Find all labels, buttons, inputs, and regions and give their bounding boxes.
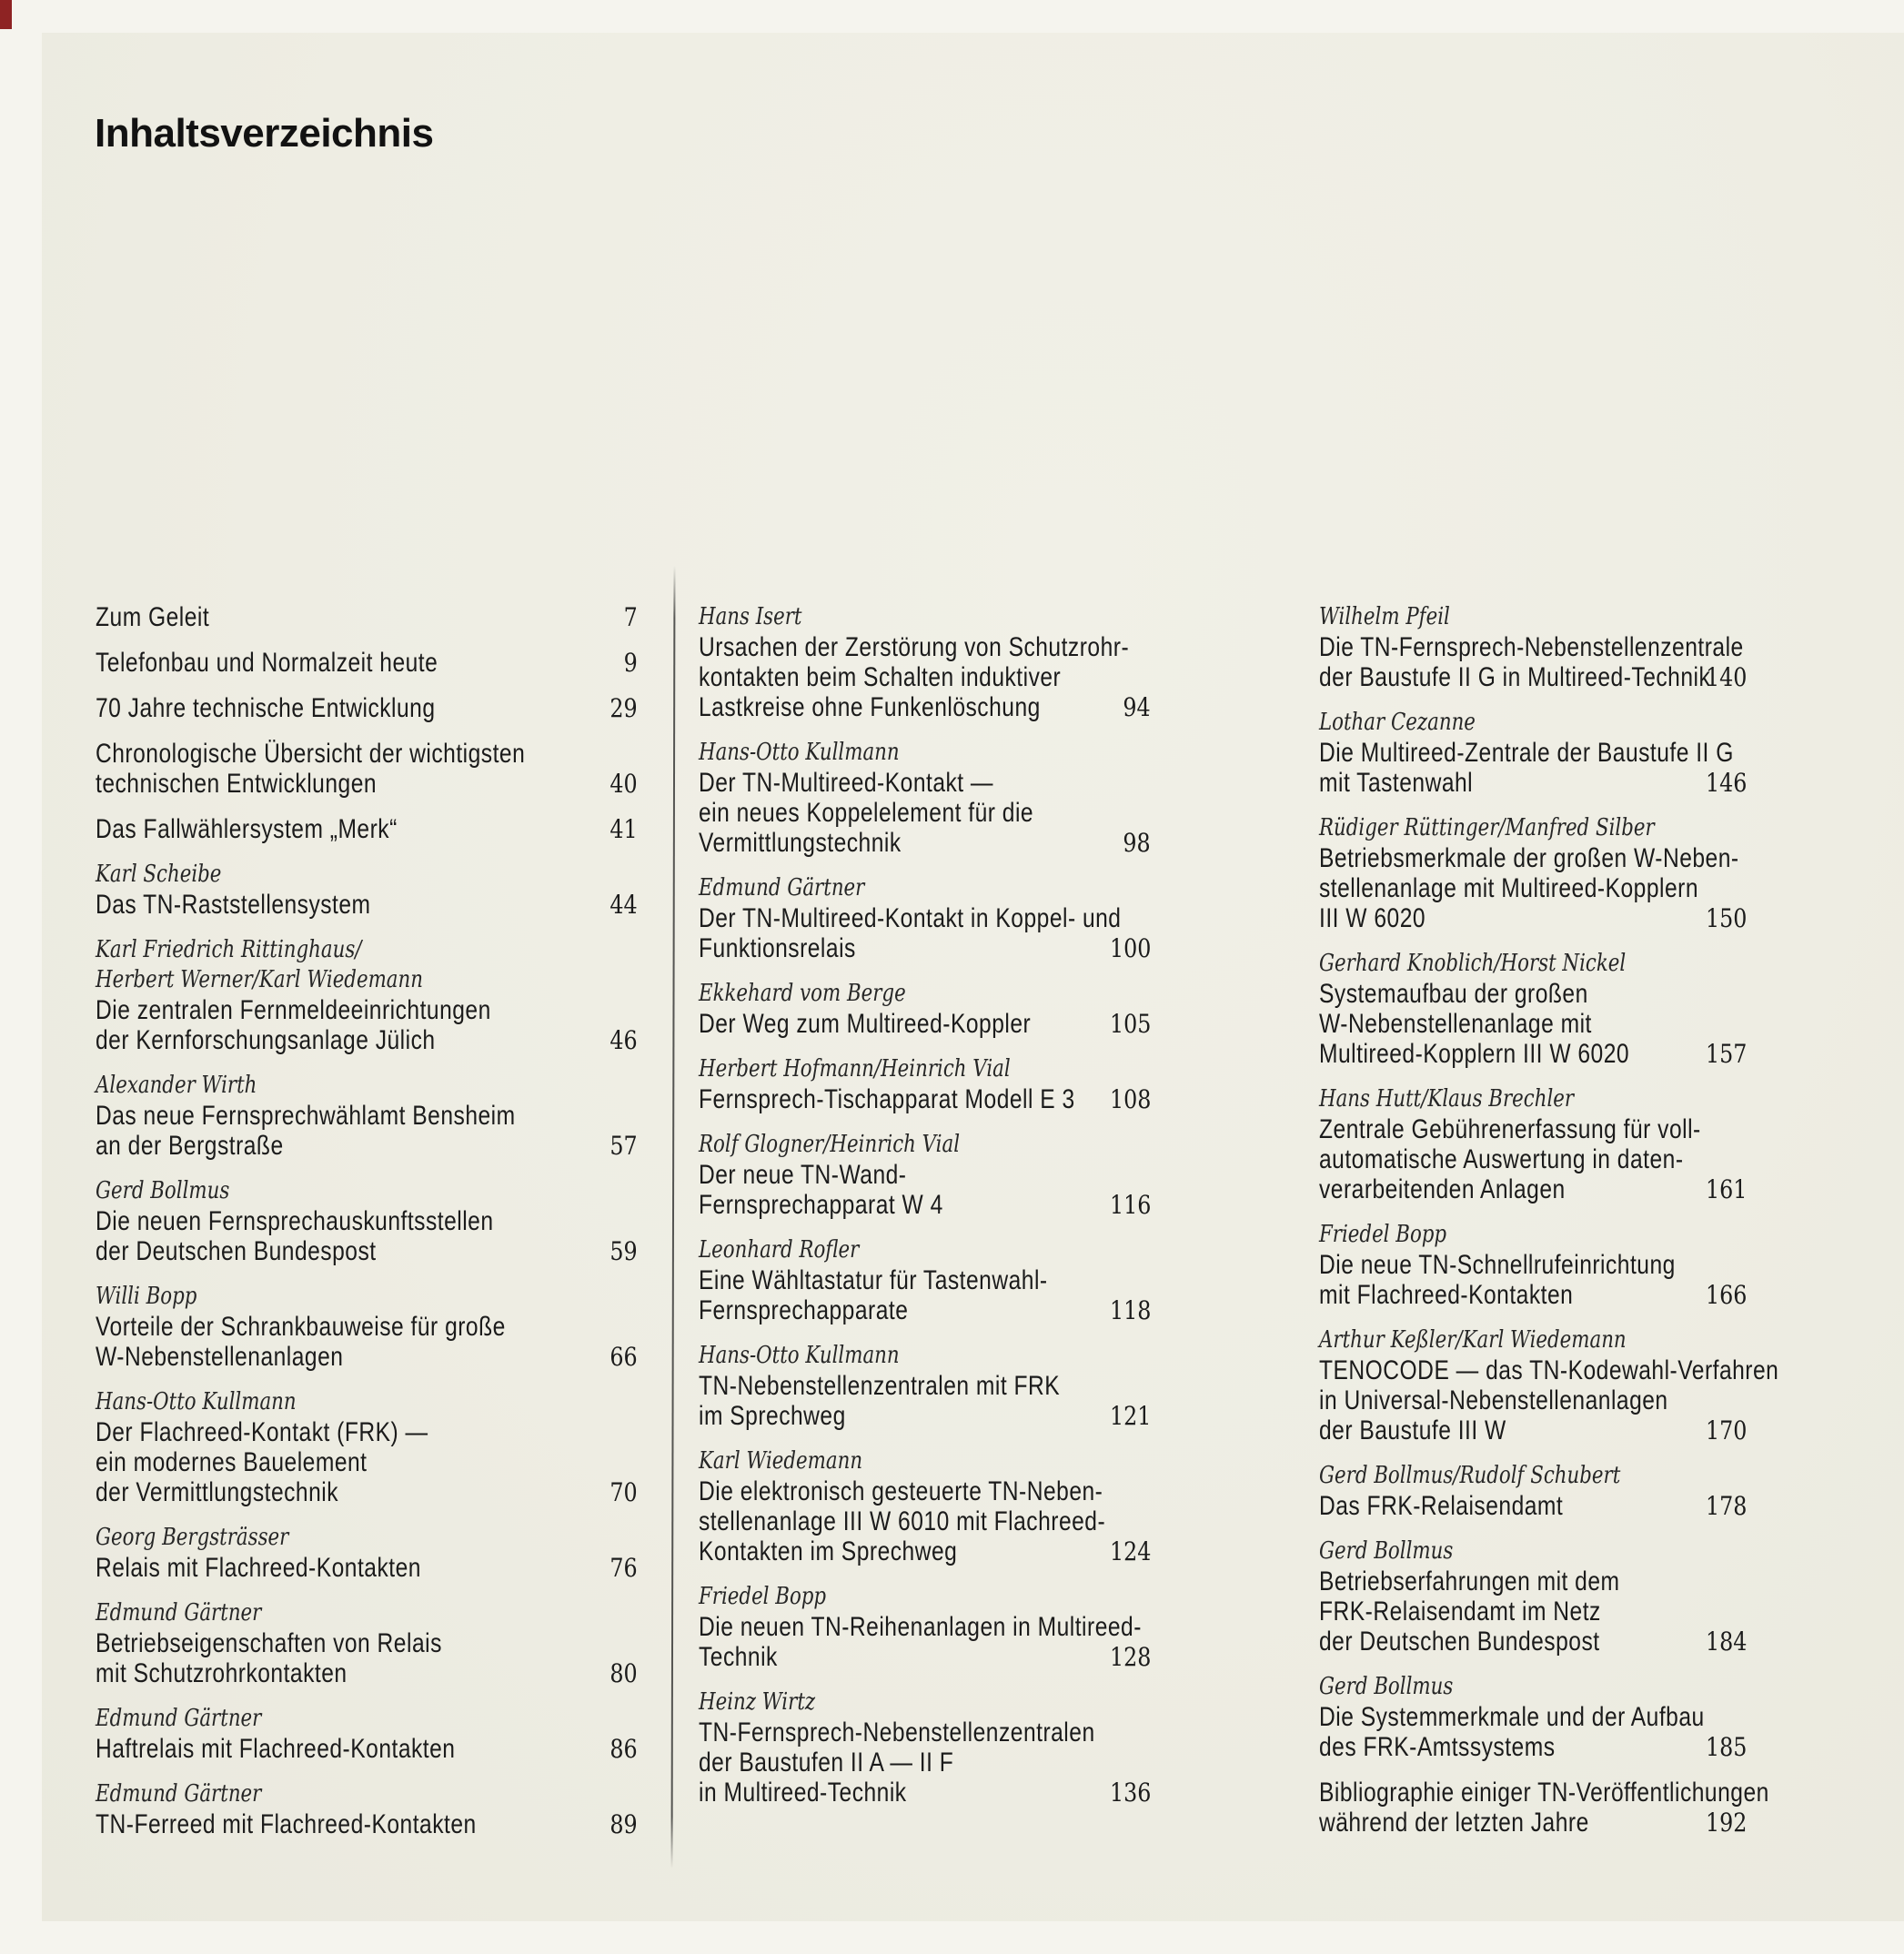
entry-title-line: mit Schutzrohrkontakten: [96, 1658, 348, 1688]
entry-title-line: Die neuen TN-Reihenanlagen in Multireed-: [699, 1612, 1142, 1642]
entry-page-number: 80: [609, 1658, 638, 1688]
entry-title-line: W-Nebenstellenanlage mit: [1319, 1009, 1592, 1039]
entry-title-line: Lastkreise ohne Funkenlöschung: [699, 692, 1041, 722]
entry-title-line: Vorteile der Schrankbauweise für große: [96, 1312, 506, 1342]
entry-author: Gerd Bollmus: [96, 1177, 230, 1204]
entry-title-line: Der neue TN-Wand-: [699, 1160, 907, 1190]
toc-entry: [699, 873, 1151, 963]
entry-title-line: Systemaufbau der großen: [1319, 979, 1588, 1009]
entry-author: Edmund Gärtner: [96, 1705, 262, 1732]
entry-title-line: Die Systemmerkmale und der Aufbau: [1319, 1702, 1705, 1732]
entry-title-line: Technik: [699, 1642, 778, 1672]
entry-title-line: während der letzten Jahre: [1319, 1808, 1589, 1838]
entry-title-line: Das Fallwählersystem „Merk“: [96, 814, 398, 844]
entry-title-line: Der Weg zum Multireed-Koppler: [699, 1009, 1032, 1039]
entry-title-line: Telefonbau und Normalzeit heute: [96, 648, 438, 678]
entry-title-line: Die neuen Fernsprechauskunftsstellen: [96, 1206, 494, 1236]
entry-author: Karl Scheibe: [96, 861, 222, 888]
entry-title-line: TN-Ferreed mit Flachreed-Kontakten: [96, 1809, 477, 1839]
entry-page-number: 70: [609, 1477, 638, 1507]
entry-author: Hans Hutt/Klaus Brechler: [1319, 1085, 1575, 1113]
entry-author: Herbert Hofmann/Heinrich Vial: [699, 1055, 1011, 1083]
entry-author: Herbert Werner/Karl Wiedemann: [96, 966, 423, 993]
toc-entry: [1319, 1084, 1747, 1204]
entry-author: Rüdiger Rüttinger/Manfred Silber: [1319, 814, 1655, 841]
entry-title-line: Der Flachreed-Kontakt (FRK) —: [96, 1417, 428, 1447]
entry-page-number: 161: [1705, 1174, 1747, 1204]
entry-page-number: 98: [1123, 828, 1151, 858]
toc-entry: [96, 602, 638, 632]
toc-entry: [1319, 1778, 1769, 1838]
entry-author: Willi Bopp: [96, 1283, 197, 1310]
entry-title-line: Die Multireed-Zentrale der Baustufe II G: [1319, 738, 1734, 768]
toc-entry: [1319, 813, 1747, 933]
toc-entry: [699, 1687, 1151, 1808]
entry-author: Ekkehard vom Berge: [699, 980, 906, 1007]
entry-title-line: kontakten beim Schalten induktiver: [699, 662, 1062, 692]
entry-title-line: Die zentralen Fernmeldeeinrichtungen: [96, 995, 491, 1025]
entry-page-number: 7: [623, 602, 638, 632]
toc-entry: [1319, 1461, 1747, 1521]
toc-entry: [96, 1387, 638, 1507]
entry-title-line: Haftrelais mit Flachreed-Kontakten: [96, 1734, 456, 1764]
red-corner-mark: [0, 0, 12, 29]
entry-title-line: TN-Fernsprech-Nebenstellenzentralen: [699, 1717, 1095, 1748]
toc-entry: [699, 1235, 1151, 1325]
entry-title-line: Zentrale Gebührenerfassung für voll-: [1319, 1114, 1701, 1144]
entry-title-line: an der Bergstraße: [96, 1131, 284, 1161]
entry-page-number: 118: [1109, 1295, 1151, 1325]
entry-author: Leonhard Rofler: [699, 1236, 860, 1264]
toc-entry: [699, 602, 1151, 722]
entry-page-number: 40: [609, 769, 638, 799]
entry-page-number: 86: [609, 1734, 638, 1764]
entry-title-line: stellenanlage mit Multireed-Kopplern: [1319, 873, 1698, 903]
toc-entry: [96, 1779, 638, 1839]
entry-title-line: verarbeitenden Anlagen: [1319, 1174, 1566, 1204]
toc-entry: [699, 738, 1151, 858]
entry-title-line: Kontakten im Sprechweg: [699, 1536, 958, 1566]
toc-entry: [1319, 708, 1747, 798]
entry-page-number: 150: [1705, 903, 1747, 933]
entry-title-line: stellenanlage III W 6010 mit Flachreed-: [699, 1506, 1106, 1536]
entry-author: Friedel Bopp: [699, 1583, 827, 1610]
entry-title-line: Multireed-Kopplern III W 6020: [1319, 1039, 1630, 1069]
toc-entry: [96, 693, 638, 723]
entry-author: Friedel Bopp: [1319, 1221, 1447, 1248]
entry-title-line: Die elektronisch gesteuerte TN-Neben-: [699, 1476, 1103, 1506]
entry-title-line: Das TN-Raststellensystem: [96, 890, 371, 920]
entry-title-line: Betriebseigenschaften von Relais: [96, 1628, 442, 1658]
entry-page-number: 9: [623, 648, 638, 678]
entry-page-number: 192: [1705, 1808, 1747, 1838]
entry-author: Edmund Gärtner: [96, 1599, 262, 1627]
entry-page-number: 57: [609, 1131, 638, 1161]
entry-title-line: in Universal-Nebenstellenanlagen: [1319, 1385, 1668, 1415]
entry-page-number: 178: [1705, 1491, 1747, 1521]
entry-author: Hans-Otto Kullmann: [699, 1342, 900, 1369]
entry-title-line: der Deutschen Bundespost: [96, 1236, 377, 1266]
entry-author: Georg Bergsträsser: [96, 1524, 289, 1551]
toc-entry: [96, 1282, 638, 1372]
entry-title-line: TN-Nebenstellenzentralen mit FRK: [699, 1371, 1061, 1401]
toc-entry: [699, 1341, 1151, 1431]
toc-entry: [96, 648, 638, 678]
entry-author: Heinz Wirtz: [699, 1688, 816, 1716]
entry-page-number: 128: [1109, 1642, 1151, 1672]
entry-title-line: Der TN-Multireed-Kontakt —: [699, 768, 994, 798]
toc-column-2: [699, 602, 1151, 1823]
entry-author: Rolf Glogner/Heinrich Vial: [699, 1131, 961, 1158]
toc-entry: [1319, 1220, 1747, 1310]
entry-title-line: der Deutschen Bundespost: [1319, 1627, 1600, 1657]
entry-author: Lothar Cezanne: [1319, 709, 1476, 736]
page-title: Inhaltsverzeichnis: [95, 111, 434, 156]
entry-page-number: 29: [609, 693, 638, 723]
entry-title-line: Funktionsrelais: [699, 933, 856, 963]
entry-author: Gerd Bollmus/Rudolf Schubert: [1319, 1462, 1621, 1489]
toc-entry: [699, 1582, 1151, 1672]
entry-page-number: 59: [609, 1236, 638, 1266]
entry-title-line: Das neue Fernsprechwählamt Bensheim: [96, 1101, 516, 1131]
toc-entry: [96, 1071, 638, 1161]
entry-title-line: mit Tastenwahl: [1319, 768, 1474, 798]
toc-entry: [1319, 1325, 1779, 1445]
entry-page-number: 146: [1705, 768, 1747, 798]
entry-title-line: FRK-Relaisendamt im Netz: [1319, 1596, 1601, 1627]
entry-page-number: 184: [1705, 1627, 1747, 1657]
entry-page-number: 76: [609, 1553, 638, 1583]
toc-entry: [96, 1523, 638, 1583]
toc-column-3: [1319, 602, 1779, 1853]
toc-entry: [699, 1054, 1151, 1114]
entry-author: Edmund Gärtner: [699, 874, 865, 901]
entry-author: Gerd Bollmus: [1319, 1673, 1454, 1700]
entry-title-line: W-Nebenstellenanlagen: [96, 1342, 344, 1372]
entry-title-line: Zum Geleit: [96, 602, 210, 632]
entry-author: Hans-Otto Kullmann: [96, 1388, 297, 1415]
entry-author: Wilhelm Pfeil: [1319, 603, 1450, 630]
toc-entry: [96, 1598, 638, 1688]
entry-author: Karl Wiedemann: [699, 1447, 863, 1475]
toc-entry: [1319, 602, 1747, 692]
toc-entry: [1319, 1536, 1747, 1657]
entry-title-line: der Kernforschungsanlage Jülich: [96, 1025, 436, 1055]
entry-title-line: der Vermittlungstechnik: [96, 1477, 339, 1507]
entry-title-line: des FRK-Amtssystems: [1319, 1732, 1556, 1762]
entry-page-number: 108: [1109, 1084, 1151, 1114]
entry-title-line: Bibliographie einiger TN-Veröffentlichungen: [1319, 1778, 1769, 1808]
entry-title-line: der Baustufe III W: [1319, 1415, 1506, 1445]
entry-author: Gerhard Knoblich/Horst Nickel: [1319, 950, 1627, 977]
toc-entry: [699, 1130, 1151, 1220]
entry-title-line: Die TN-Fernsprech-Nebenstellenzentrale: [1319, 632, 1744, 662]
entry-title-line: Fernsprechapparate: [699, 1295, 909, 1325]
entry-author: Gerd Bollmus: [1319, 1537, 1454, 1565]
entry-title-line: Betriebserfahrungen mit dem: [1319, 1566, 1620, 1596]
entry-title-line: automatische Auswertung in daten-: [1319, 1144, 1684, 1174]
entry-title-line: Das FRK-Relaisendamt: [1319, 1491, 1564, 1521]
entry-title-line: Der TN-Multireed-Kontakt in Koppel- und: [699, 903, 1122, 933]
entry-page-number: 44: [609, 890, 638, 920]
toc-entry: [96, 814, 638, 844]
toc-entry: [1319, 1672, 1747, 1762]
entry-title-line: Die neue TN-Schnellrufeinrichtung: [1319, 1250, 1676, 1280]
toc-column-1: [96, 602, 638, 1855]
entry-title-line: Ursachen der Zerstörung von Schutzrohr-: [699, 632, 1130, 662]
entry-title-line: der Baustufen II A — II F: [699, 1748, 954, 1778]
entry-title-line: 70 Jahre technische Entwicklung: [96, 693, 436, 723]
entry-page-number: 46: [609, 1025, 638, 1055]
entry-title-line: Fernsprech-Tischapparat Modell E 3: [699, 1084, 1075, 1114]
entry-title-line: technischen Entwicklungen: [96, 769, 378, 799]
entry-page-number: 166: [1705, 1280, 1747, 1310]
entry-author: Arthur Keßler/Karl Wiedemann: [1319, 1326, 1627, 1354]
entry-page-number: 94: [1123, 692, 1151, 722]
entry-page-number: 116: [1109, 1190, 1151, 1220]
entry-title-line: in Multireed-Technik: [699, 1778, 907, 1808]
entry-title-line: Chronologische Übersicht der wichtigsten: [96, 739, 526, 769]
entry-title-line: III W 6020: [1319, 903, 1426, 933]
entry-author: Edmund Gärtner: [96, 1780, 262, 1808]
toc-entry: [96, 1176, 638, 1266]
entry-author: Hans Isert: [699, 603, 802, 630]
entry-page-number: 41: [609, 814, 638, 844]
entry-title-line: im Sprechweg: [699, 1401, 846, 1431]
entry-title-line: Eine Wähltastatur für Tastenwahl-: [699, 1265, 1048, 1295]
entry-author: Hans-Otto Kullmann: [699, 739, 900, 766]
entry-page-number: 170: [1705, 1415, 1747, 1445]
entry-page-number: 157: [1705, 1039, 1747, 1069]
entry-title-line: ein modernes Bauelement: [96, 1447, 368, 1477]
entry-title-line: der Baustufe II G in Multireed-Technik: [1319, 662, 1711, 692]
entry-author: Karl Friedrich Rittinghaus/: [96, 936, 362, 963]
toc-entry: [96, 739, 638, 799]
entry-title-line: mit Flachreed-Kontakten: [1319, 1280, 1574, 1310]
entry-page-number: 105: [1109, 1009, 1151, 1039]
entry-title-line: ein neues Koppelelement für die: [699, 798, 1034, 828]
entry-page-number: 136: [1109, 1778, 1151, 1808]
entry-title-line: Vermittlungstechnik: [699, 828, 902, 858]
entry-title-line: TENOCODE — das TN-Kodewahl-Verfahren: [1319, 1355, 1779, 1385]
toc-entry: [699, 979, 1151, 1039]
entry-title-line: Relais mit Flachreed-Kontakten: [96, 1553, 421, 1583]
entry-page-number: 100: [1109, 933, 1151, 963]
toc-entry: [96, 935, 638, 1055]
entry-title-line: Betriebsmerkmale der großen W-Neben-: [1319, 843, 1739, 873]
entry-page-number: 66: [609, 1342, 638, 1372]
entry-page-number: 89: [609, 1809, 638, 1839]
toc-entry: [96, 860, 638, 920]
entry-page-number: 140: [1705, 662, 1747, 692]
toc-entry: [96, 1704, 638, 1764]
entry-title-line: Fernsprechapparat W 4: [699, 1190, 943, 1220]
entry-author: Alexander Wirth: [96, 1072, 257, 1099]
entry-page-number: 185: [1705, 1732, 1747, 1762]
entry-page-number: 121: [1109, 1401, 1151, 1431]
toc-entry: [699, 1446, 1151, 1566]
toc-entry: [1319, 949, 1747, 1069]
entry-page-number: 124: [1109, 1536, 1151, 1566]
